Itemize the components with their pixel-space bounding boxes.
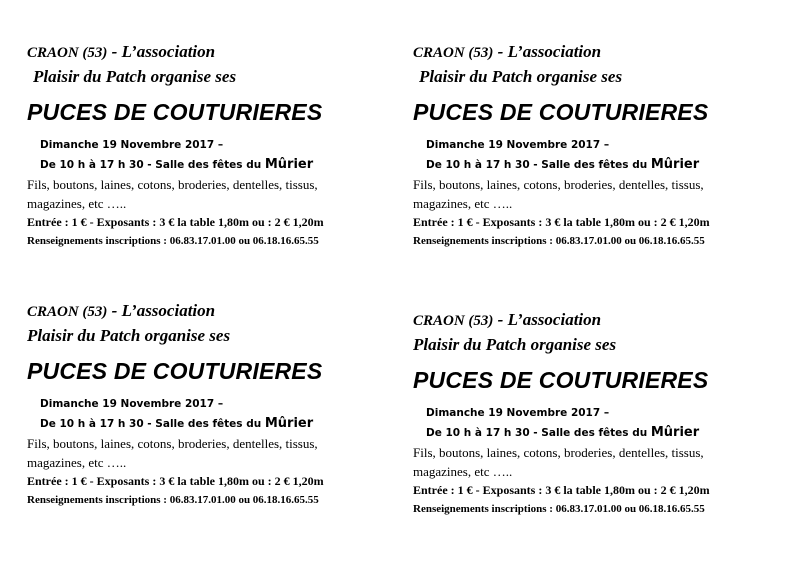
event-title: PUCES DE COUTURIERES — [413, 99, 709, 125]
time-prefix: De 10 h à 17 h 30 - Salle des fêtes du — [426, 159, 651, 171]
contact-info: Renseignements inscriptions : 06.83.17.01.00 ou 06.18.16.65.55 — [413, 235, 705, 247]
event-time-place — [413, 423, 783, 443]
flyer-bottom-right — [413, 308, 783, 519]
association-label: - L’association — [493, 310, 602, 329]
town-label: CRAON (53) — [413, 45, 494, 61]
organiser-line: Plaisir du Patch organise ses — [419, 67, 623, 86]
entry-prices: Entrée : 1 € - Exposants : 3 € la table 1,80m ou : 2 € 1,20m — [413, 483, 710, 497]
event-time-place — [413, 155, 783, 175]
time-prefix: De 10 h à 17 h 30 - Salle des fêtes du — [426, 427, 651, 439]
time-prefix: De 10 h à 17 h 30 - Salle des fêtes du — [40, 159, 265, 171]
event-date: Dimanche 19 Novembre 2017 – — [40, 398, 224, 410]
town-label: CRAON (53) — [413, 313, 494, 329]
place-name: Mûrier — [264, 157, 314, 172]
flyer-heading — [27, 299, 397, 348]
flyer-heading — [413, 40, 783, 89]
event-title: PUCES DE COUTURIERES — [27, 358, 323, 384]
flyer-top-right — [413, 40, 783, 251]
contact-info: Renseignements inscriptions : 06.83.17.01.00 ou 06.18.16.65.55 — [27, 235, 319, 247]
organiser-line: Plaisir du Patch organise ses — [27, 326, 231, 345]
place-name: Mûrier — [650, 425, 700, 440]
event-date: Dimanche 19 Novembre 2017 – — [426, 139, 610, 151]
organiser-line: Plaisir du Patch organise ses — [413, 335, 617, 354]
event-time-place — [27, 414, 397, 434]
place-name: Mûrier — [650, 157, 700, 172]
place-name: Mûrier — [264, 416, 314, 431]
association-label: - L’association — [107, 301, 216, 320]
entry-prices: Entrée : 1 € - Exposants : 3 € la table 1,80m ou : 2 € 1,20m — [27, 215, 324, 229]
flyer-top-left — [27, 40, 397, 251]
items-description: Fils, boutons, laines, cotons, broderies, dentelles, tissus, magazines, etc ….. — [413, 177, 704, 211]
items-description: Fils, boutons, laines, cotons, broderies, dentelles, tissus, magazines, etc ….. — [413, 445, 704, 479]
event-date: Dimanche 19 Novembre 2017 – — [426, 407, 610, 419]
time-prefix: De 10 h à 17 h 30 - Salle des fêtes du — [40, 418, 265, 430]
flyer-heading — [27, 40, 397, 89]
town-label: CRAON (53) — [27, 304, 108, 320]
association-label: - L’association — [493, 42, 602, 61]
event-title: PUCES DE COUTURIERES — [413, 367, 709, 393]
contact-info: Renseignements inscriptions : 06.83.17.01.00 ou 06.18.16.65.55 — [27, 494, 319, 506]
association-label: - L’association — [107, 42, 216, 61]
organiser-line: Plaisir du Patch organise ses — [33, 67, 237, 86]
entry-prices: Entrée : 1 € - Exposants : 3 € la table 1,80m ou : 2 € 1,20m — [413, 215, 710, 229]
items-description: Fils, boutons, laines, cotons, broderies, dentelles, tissus, magazines, etc ….. — [27, 436, 318, 470]
flyer-heading — [413, 308, 783, 357]
event-time-place — [27, 155, 397, 175]
event-date: Dimanche 19 Novembre 2017 – — [40, 139, 224, 151]
entry-prices: Entrée : 1 € - Exposants : 3 € la table 1,80m ou : 2 € 1,20m — [27, 474, 324, 488]
flyer-bottom-left — [27, 299, 397, 510]
town-label: CRAON (53) — [27, 45, 108, 61]
contact-info: Renseignements inscriptions : 06.83.17.01.00 ou 06.18.16.65.55 — [413, 503, 705, 515]
items-description: Fils, boutons, laines, cotons, broderies, dentelles, tissus, magazines, etc ….. — [27, 177, 318, 211]
event-title: PUCES DE COUTURIERES — [27, 99, 323, 125]
